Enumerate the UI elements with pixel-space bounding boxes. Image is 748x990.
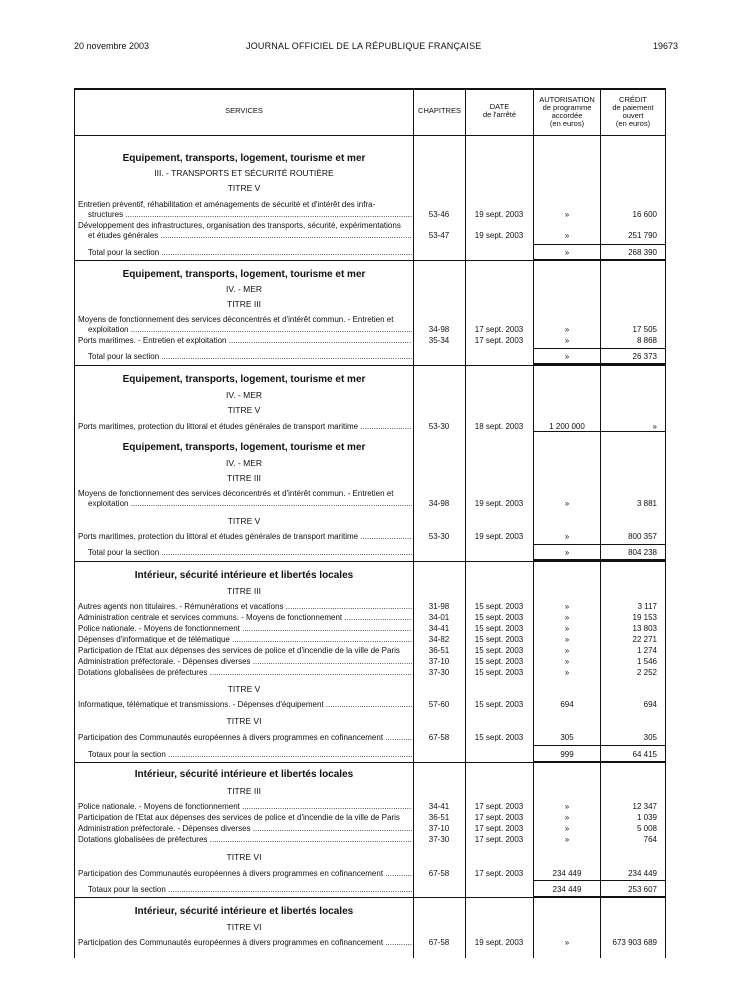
col-header-autorisation-2: de programme — [542, 103, 592, 112]
credit-cell: 5 008 — [636, 824, 657, 833]
total-rule — [534, 348, 665, 349]
section-subheading: TITRE V — [227, 405, 261, 415]
chapitre-cell: 35-34 — [428, 336, 450, 345]
col-header-autorisation-4: (en euros) — [549, 119, 585, 128]
credit-cell: 12 347 — [632, 802, 657, 811]
credit-cell: 305 — [643, 733, 657, 742]
chapitre-cell: 67-58 — [428, 733, 450, 742]
credit-cell: 3 117 — [637, 602, 657, 611]
autorisation-cell: » — [564, 635, 570, 644]
date-cell: 15 sept. 2003 — [474, 646, 524, 655]
credit-cell: 64 415 — [632, 750, 657, 759]
table-header-divider — [74, 135, 666, 136]
col-header-credit-2: de paiement — [612, 103, 654, 112]
autorisation-cell: » — [564, 624, 570, 633]
chapitre-cell: 34-41 — [428, 624, 450, 633]
credit-cell: 268 390 — [628, 248, 657, 257]
service-label: Participation de l'Etat aux dépenses des services de police et d'incendie de la ville de Paris — [78, 646, 400, 655]
section-title: Equipement, transports, logement, tourisme et mer — [122, 374, 366, 385]
date-cell: 15 sept. 2003 — [474, 602, 524, 611]
chapitre-cell: 34-01 — [428, 613, 450, 622]
date-cell: 17 sept. 2003 — [474, 835, 524, 844]
credit-cell: 3 881 — [636, 499, 657, 508]
credit-cell: 1 546 — [636, 657, 657, 666]
autorisation-cell: » — [564, 824, 570, 833]
autorisation-cell: » — [564, 210, 570, 219]
autorisation-cell: » — [564, 835, 570, 844]
date-cell: 19 sept. 2003 — [474, 210, 524, 219]
total-rule — [534, 559, 665, 561]
chapitre-cell: 67-58 — [428, 869, 450, 878]
chapitre-cell: 36-51 — [428, 646, 450, 655]
date-cell: 15 sept. 2003 — [474, 613, 524, 622]
chapitre-cell: 34-41 — [428, 802, 450, 811]
date-cell: 15 sept. 2003 — [474, 700, 524, 709]
service-label: et études générales ..... — [88, 231, 412, 241]
autorisation-cell: » — [564, 336, 570, 345]
autorisation-cell: » — [564, 325, 570, 334]
total-rule — [534, 761, 665, 763]
table-border-right — [665, 88, 666, 958]
date-cell: 19 sept. 2003 — [474, 938, 524, 947]
service-label: Administration préfectorale. - Dépenses diverses ..... — [78, 657, 412, 667]
date-cell: 17 sept. 2003 — [474, 325, 524, 334]
header-page-number: 19673 — [653, 41, 679, 51]
service-label: Participation des Communautés européennes à divers programmes en cofinancement ..... — [78, 938, 412, 948]
date-cell: 15 sept. 2003 — [474, 657, 524, 666]
section-rule — [74, 365, 666, 366]
service-label: Autres agents non titulaires. - Rémunérations et vacations ..... — [78, 602, 412, 612]
section-title: Intérieur, sécurité intérieure et libertés locales — [134, 570, 354, 581]
date-cell: 17 sept. 2003 — [474, 802, 524, 811]
section-subheading: IV. - MER — [225, 458, 263, 468]
credit-cell: 8 868 — [636, 336, 657, 345]
autorisation-cell: » — [564, 602, 570, 611]
autorisation-cell: » — [564, 248, 570, 257]
chapitre-cell: 37-30 — [428, 668, 450, 677]
service-label: Total pour la section ..... — [88, 352, 412, 362]
date-cell: 17 sept. 2003 — [474, 813, 524, 822]
chapitre-cell: 37-10 — [428, 824, 450, 833]
autorisation-cell: 694 — [560, 700, 574, 709]
chapitre-cell: 53-30 — [428, 532, 450, 541]
chapitre-cell: 67-58 — [428, 938, 450, 947]
date-cell: 18 sept. 2003 — [474, 422, 524, 431]
autorisation-cell: » — [564, 668, 570, 677]
autorisation-cell: » — [564, 352, 570, 361]
total-rule — [534, 259, 665, 261]
credit-cell: 16 600 — [632, 210, 657, 219]
col-header-credit-4: (en euros) — [615, 119, 651, 128]
col-sep-3 — [533, 88, 534, 958]
service-label: Ports maritimes, protection du littoral et études générales de transport maritime ..... — [78, 532, 412, 542]
chapitre-cell: 53-47 — [428, 231, 450, 240]
chapitre-cell: 36-51 — [428, 813, 450, 822]
service-label: Dotations globalisées de préfectures ..... — [78, 835, 412, 845]
chapitre-cell: 57-60 — [428, 700, 450, 709]
col-header-date: DATE — [489, 102, 510, 111]
date-cell: 17 sept. 2003 — [474, 869, 524, 878]
date-cell: 17 sept. 2003 — [474, 824, 524, 833]
section-subheading: TITRE V — [227, 183, 261, 193]
autorisation-cell: » — [564, 548, 570, 557]
service-label: Totaux pour la section ..... — [88, 750, 412, 760]
service-label: structures ..... — [88, 210, 412, 220]
date-cell: 19 sept. 2003 — [474, 532, 524, 541]
service-label: Participation des Communautés européennes à divers programmes en cofinancement ..... — [78, 733, 412, 743]
total-rule — [534, 880, 665, 881]
credit-cell: 26 373 — [632, 352, 657, 361]
section-subheading: TITRE VI — [226, 716, 262, 726]
credit-cell: 804 238 — [628, 548, 657, 557]
chapitre-cell: 31-98 — [428, 602, 450, 611]
autorisation-cell: 234 449 — [552, 885, 582, 894]
section-subheading: TITRE VI — [226, 852, 262, 862]
credit-cell: 694 — [643, 700, 657, 709]
section-rule — [74, 561, 666, 562]
table-border-left — [74, 88, 75, 958]
credit-cell: » — [652, 422, 657, 431]
chapitre-cell: 34-82 — [428, 635, 450, 644]
date-cell: 17 sept. 2003 — [474, 336, 524, 345]
section-subheading: TITRE III — [227, 786, 261, 796]
section-subheading: IV. - MER — [225, 284, 263, 294]
credit-cell: 234 449 — [628, 869, 657, 878]
service-label: Participation des Communautés européennes à divers programmes en cofinancement ..... — [78, 869, 412, 879]
header-date: 20 novembre 2003 — [74, 41, 150, 51]
credit-cell: 17 505 — [632, 325, 657, 334]
date-cell: 15 sept. 2003 — [474, 635, 524, 644]
section-title: Equipement, transports, logement, tourisme et mer — [122, 442, 366, 453]
col-header-chapitres: CHAPITRES — [418, 106, 461, 115]
service-label: Administration préfectorale. - Dépenses diverses ..... — [78, 824, 412, 834]
service-label: Ports maritimes. - Entretien et exploitation ..... — [78, 336, 412, 346]
date-cell: 19 sept. 2003 — [474, 499, 524, 508]
credit-cell: 251 790 — [628, 231, 657, 240]
service-label: Total pour la section ..... — [88, 548, 412, 558]
table-border-top — [74, 88, 666, 90]
service-label: Entretien préventif, réhabilitation et aménagements de sécurité et d'intérêt des infra- — [78, 200, 376, 209]
section-subheading: TITRE V — [227, 684, 261, 694]
chapitre-cell: 37-30 — [428, 835, 450, 844]
service-label: exploitation ..... — [88, 499, 412, 509]
section-subheading: TITRE III — [227, 586, 261, 596]
col-header-credit-3: ouvert — [622, 111, 644, 120]
credit-cell: 19 153 — [632, 613, 657, 622]
autorisation-cell: » — [564, 802, 570, 811]
autorisation-cell: » — [564, 532, 570, 541]
total-rule — [534, 363, 665, 365]
chapitre-cell: 37-10 — [428, 657, 450, 666]
credit-cell: 800 357 — [628, 532, 657, 541]
autorisation-cell: » — [564, 813, 570, 822]
section-title: Intérieur, sécurité intérieure et libertés locales — [134, 769, 354, 780]
credit-cell: 13 803 — [632, 624, 657, 633]
service-label: Dotations globalisées de préfectures ..... — [78, 668, 412, 678]
autorisation-cell: » — [564, 231, 570, 240]
service-label: Moyens de fonctionnement des services déconcentrés et d'intérêt commun. - Entretien et — [78, 315, 394, 324]
credit-cell: 673 903 689 — [612, 938, 657, 947]
section-subheading: TITRE VI — [226, 922, 262, 932]
autorisation-cell: 1 200 000 — [549, 422, 585, 431]
credit-cell: 764 — [643, 835, 657, 844]
total-rule — [534, 244, 665, 245]
chapitre-cell: 34-98 — [428, 325, 450, 334]
col-header-date-sub: de l'arrêté — [482, 110, 517, 119]
chapitre-cell: 53-46 — [428, 210, 450, 219]
credit-cell: 1 274 — [636, 646, 657, 655]
col-header-autorisation: AUTORISATION — [539, 95, 595, 104]
service-label: Totaux pour la section ..... — [88, 885, 412, 895]
header-journal-title: JOURNAL OFFICIEL DE LA RÉPUBLIQUE FRANÇAISE — [246, 41, 482, 51]
col-header-services: SERVICES — [225, 106, 263, 115]
section-title: Intérieur, sécurité intérieure et libertés locales — [134, 906, 354, 917]
section-title: Equipement, transports, logement, tourisme et mer — [122, 153, 366, 164]
credit-cell: 22 271 — [632, 635, 657, 644]
date-cell: 15 sept. 2003 — [474, 624, 524, 633]
service-label: Police nationale. - Moyens de fonctionnement ..... — [78, 624, 412, 634]
chapitre-cell: 34-98 — [428, 499, 450, 508]
service-label: Moyens de fonctionnement des services déconcentrés et d'intérêt commun. - Entretien et — [78, 489, 394, 498]
service-label: Dépenses d'informatique et de télématique ..... — [78, 635, 412, 645]
autorisation-cell: 305 — [560, 733, 574, 742]
service-label: Administration centrale et services communs. - Moyens de fonctionnement ..... — [78, 613, 412, 623]
autorisation-cell: 999 — [560, 750, 574, 759]
section-subheading: TITRE III — [227, 473, 261, 483]
chapitre-cell: 53-30 — [428, 422, 450, 431]
service-label: Informatique, télématique et transmissions. - Dépenses d'équipement ..... — [78, 700, 412, 710]
autorisation-cell: » — [564, 938, 570, 947]
credit-cell: 2 252 — [636, 668, 657, 677]
date-cell: 15 sept. 2003 — [474, 733, 524, 742]
autorisation-cell: » — [564, 657, 570, 666]
total-rule — [534, 896, 665, 898]
credit-cell: 1 039 — [636, 813, 657, 822]
autorisation-cell: 234 449 — [552, 869, 582, 878]
col-header-autorisation-3: accordée — [551, 111, 583, 120]
service-label: Participation de l'Etat aux dépenses des services de police et d'incendie de la ville de Paris — [78, 813, 400, 822]
service-label: Police nationale. - Moyens de fonctionnement ..... — [78, 802, 412, 812]
total-rule — [534, 544, 665, 545]
date-cell: 19 sept. 2003 — [474, 231, 524, 240]
service-label: Ports maritimes, protection du littoral et études générales de transport maritime ..... — [78, 422, 412, 432]
section-subheading: TITRE V — [227, 516, 261, 526]
autorisation-cell: » — [564, 613, 570, 622]
service-label: Développement des infrastructures, organisation des transports, sécurité, expérimentations — [78, 221, 401, 230]
autorisation-cell: » — [564, 646, 570, 655]
autorisation-cell: » — [564, 499, 570, 508]
section-title: Equipement, transports, logement, tourisme et mer — [122, 269, 366, 280]
service-label: Total pour la section ..... — [88, 248, 412, 258]
section-subheading: III. - TRANSPORTS ET SÉCURITÉ ROUTIÈRE — [154, 168, 334, 178]
credit-cell: 253 607 — [628, 885, 657, 894]
service-label: exploitation ..... — [88, 325, 412, 335]
section-subheading: TITRE III — [227, 299, 261, 309]
section-subheading: IV. - MER — [225, 390, 263, 400]
col-header-credit: CRÉDIT — [619, 95, 647, 104]
date-cell: 15 sept. 2003 — [474, 668, 524, 677]
total-rule — [534, 745, 665, 746]
